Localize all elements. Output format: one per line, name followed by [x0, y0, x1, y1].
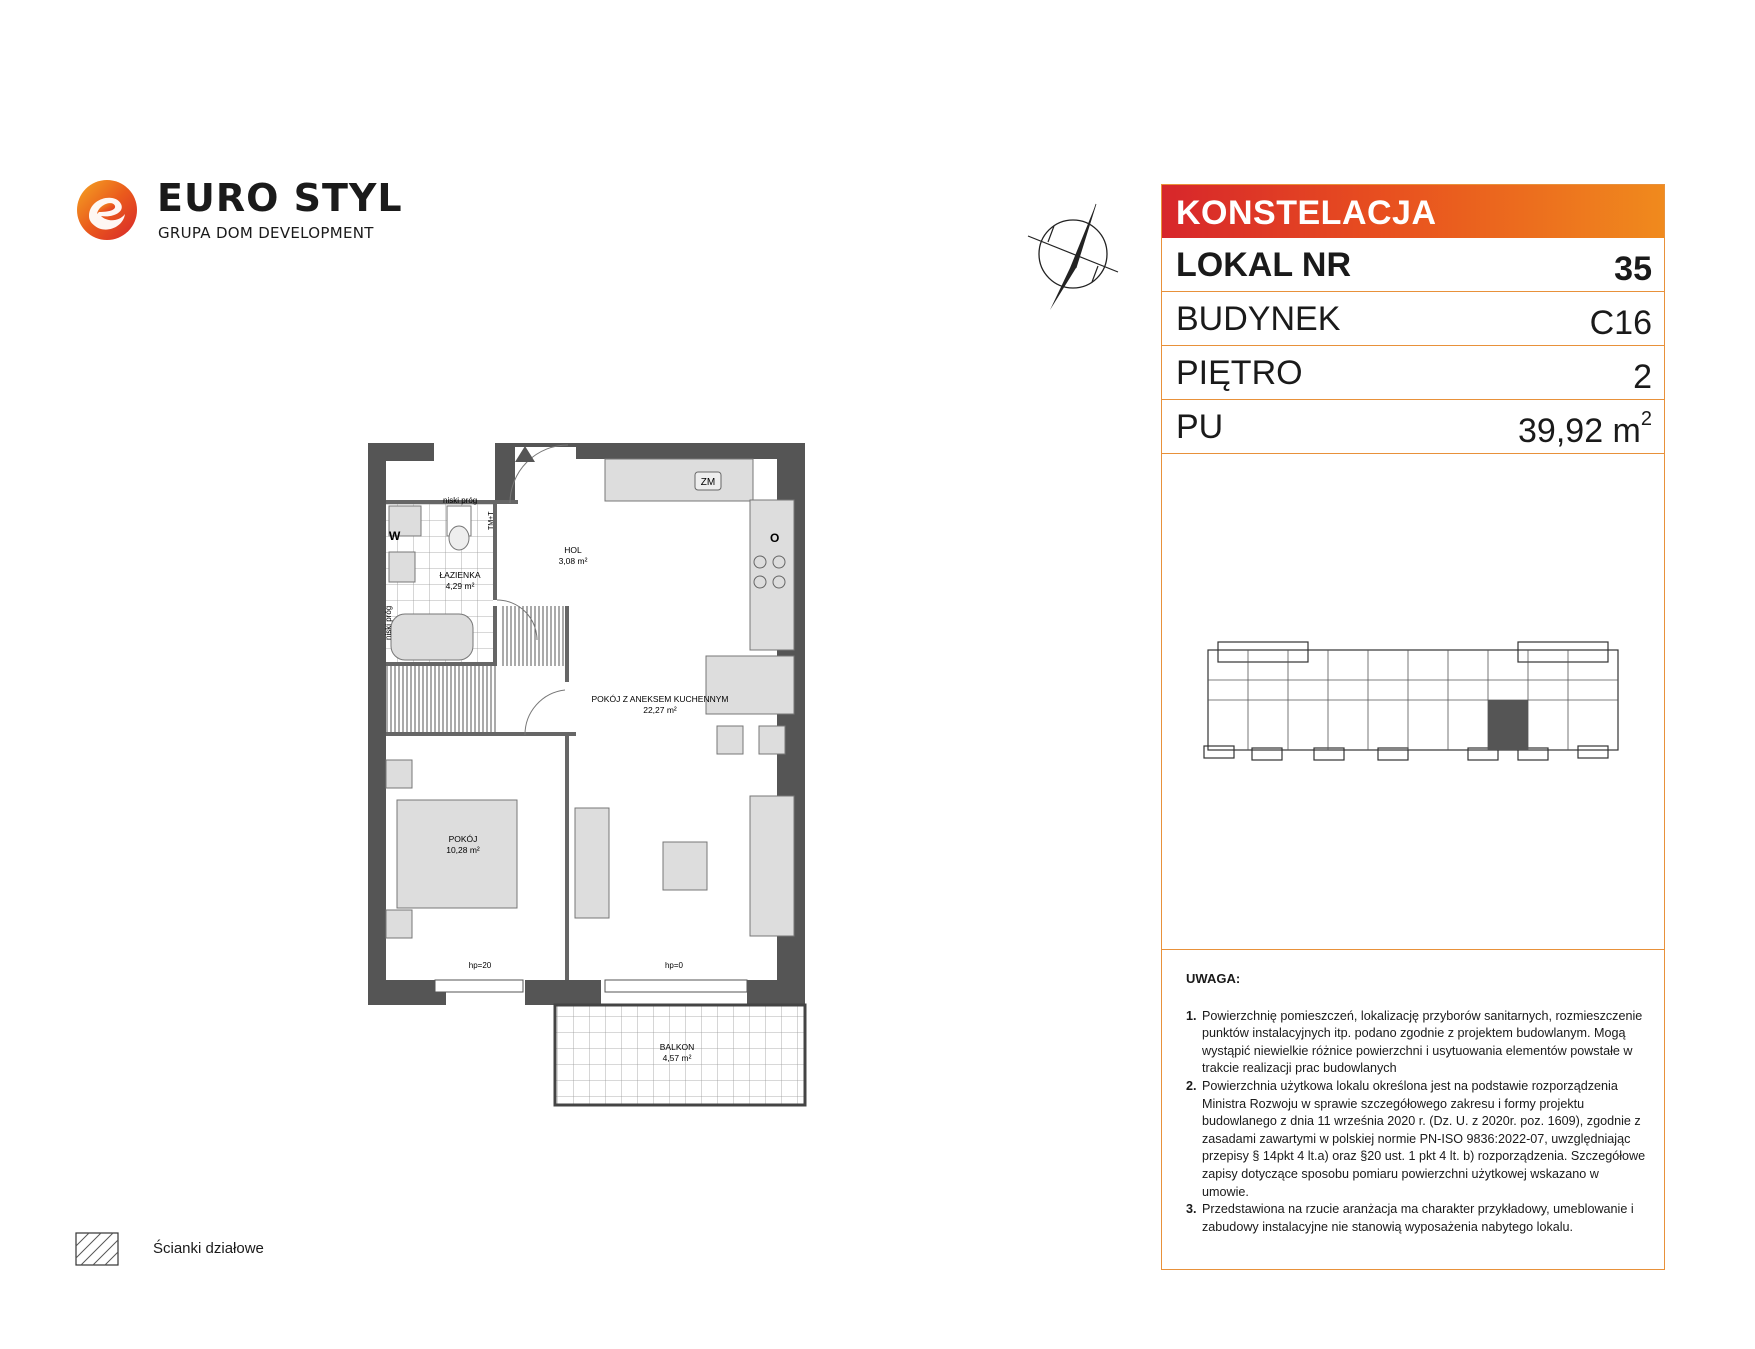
- building-location-map: [1198, 640, 1628, 780]
- row-lokal: [1162, 238, 1664, 292]
- brand-name: EURO STYL: [157, 176, 403, 220]
- row-pietro-value: 2: [1633, 358, 1652, 396]
- pu-unit-sup: 2: [1640, 408, 1652, 430]
- brand-subtitle: GRUPA DOM DEVELOPMENT: [158, 224, 374, 242]
- label-tm: TM+T: [488, 511, 495, 530]
- info-panel: [1161, 184, 1665, 1270]
- label-o: O: [770, 531, 780, 545]
- north-arrow-icon: [1018, 198, 1128, 313]
- room-name-lazienka: ŁAZIENKA: [439, 570, 481, 580]
- row-lokal-value: 35: [1614, 250, 1652, 288]
- label-niski-prog-2: niski próg: [384, 605, 393, 640]
- row-budynek: [1162, 292, 1664, 346]
- room-name-hol: HOL: [564, 545, 582, 555]
- euro-styl-logo-icon: [75, 178, 139, 242]
- legend-label: Ścianki działowe: [153, 1240, 264, 1257]
- notes-title: UWAGA:: [1186, 971, 1241, 986]
- room-area-pokoj: 10,28 m²: [446, 845, 480, 855]
- room-area-hol: 3,08 m²: [558, 556, 588, 566]
- row-lokal-label: LOKAL NR: [1176, 246, 1352, 284]
- row-pietro: [1162, 346, 1664, 400]
- notes: [1186, 970, 1646, 1236]
- panel-header: [1162, 185, 1664, 238]
- row-budynek-value: C16: [1589, 304, 1652, 342]
- note-3: [1186, 1201, 1646, 1236]
- note-1: [1186, 1008, 1646, 1078]
- label-hp20: hp=20: [468, 961, 492, 970]
- brand-logo: [75, 178, 405, 248]
- room-area-lazienka: 4,29 m²: [445, 581, 475, 591]
- apartment-highlight: [1488, 700, 1528, 750]
- note-2-num: 2.: [1186, 1078, 1197, 1093]
- row-pu: [1162, 400, 1664, 454]
- note-2-text: Powierzchnia użytkowa lokalu określona jest na podstawie rozporządzenia Ministra Rozwoju w sprawie szczegółowego zakresu i formy projektu budowlanego z dnia 11 września 2020 r. (Dz. U. z 2020r. poz. 1609), zgodnie z zasadami zawartymi w polskiej normie PN-ISO 9836:2022-07, uwzględniając przepisy § 14pkt 4 lt.a) oraz §20 ust. 1 pkt 4 lt. b) rozporządzenia. Szczegółowe zapisy dotyczące sposobu pomiaru powierzchni użytkowej wskazano w umowie.: [1202, 1078, 1646, 1199]
- label-w: W: [389, 529, 401, 543]
- floor-plan: [365, 440, 865, 1120]
- legend: [75, 1232, 475, 1272]
- note-1-text: Powierzchnię pomieszczeń, lokalizację przyborów sanitarnych, rozmieszczenie punktów instalacyjnych itp. podano zgodnie z projektem budowlanym. Mogą wystąpić niewielkie różnice powierzchni i usytuowania elementów powstałe w trakcie realizacji prac budowlanych: [1202, 1008, 1643, 1076]
- room-name-balkon: BALKON: [659, 1042, 695, 1052]
- row-pu-value: [1518, 408, 1652, 451]
- label-zm: ZM: [700, 477, 716, 488]
- label-niski-prog-1: niski próg: [443, 496, 478, 505]
- row-pietro-label: PIĘTRO: [1176, 354, 1303, 392]
- row-pu-label: PU: [1176, 408, 1224, 446]
- note-1-num: 1.: [1186, 1008, 1197, 1023]
- room-name-pokoj: POKÓJ: [448, 834, 478, 844]
- note-2: [1186, 1078, 1646, 1201]
- room-area-balkon: 4,57 m²: [662, 1053, 692, 1063]
- note-3-text: Przedstawiona na rzucie aranżacja ma charakter przykładowy, umeblowanie i zabudowy instalacyjne nie stanowią wyposażenia nabytego lokalu.: [1202, 1202, 1634, 1234]
- pu-area: 39,92 m: [1518, 412, 1641, 450]
- hatch-swatch-icon: [75, 1232, 119, 1266]
- notes-divider: [1162, 949, 1664, 950]
- row-budynek-label: BUDYNEK: [1176, 300, 1341, 338]
- room-name-pokoj-aneks: POKÓJ Z ANEKSEM KUCHENNYM: [591, 694, 729, 704]
- project-name: KONSTELACJA: [1176, 194, 1437, 232]
- label-hp0: hp=0: [664, 961, 684, 970]
- room-area-pokoj-aneks: 22,27 m²: [643, 705, 677, 715]
- note-3-num: 3.: [1186, 1202, 1197, 1217]
